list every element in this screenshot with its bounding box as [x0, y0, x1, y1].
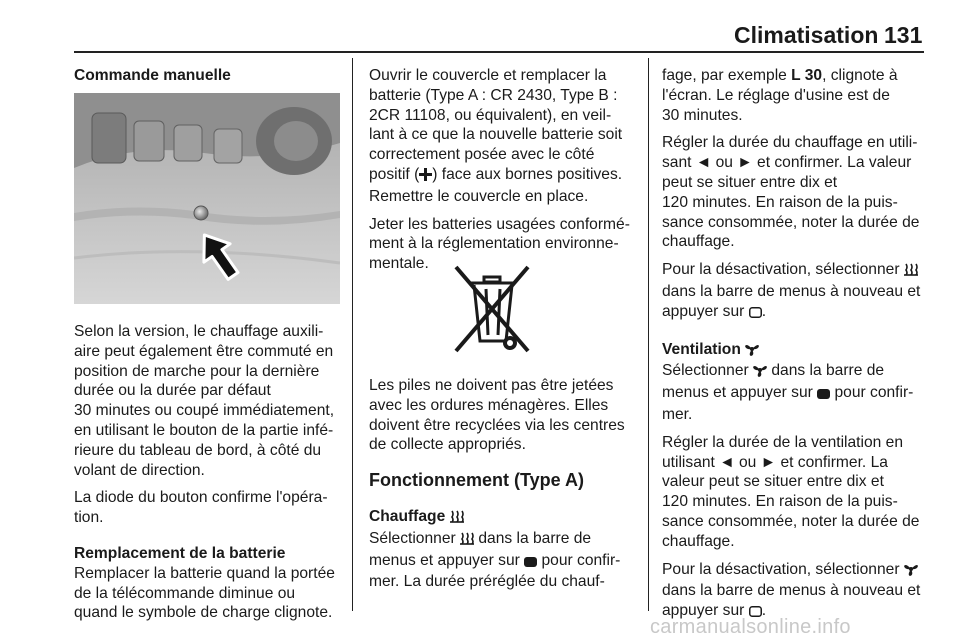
text-line: 2CR 11108, ou équivalent), en veil- [369, 106, 612, 124]
dashboard-photo [74, 93, 340, 304]
spacer [662, 425, 954, 433]
text-line: avec les ordures ménagères. Elles [369, 396, 609, 414]
left-arrow-icon: ◄ [719, 453, 735, 471]
text-line [662, 453, 954, 473]
text-fragment: fage, par exemple [662, 67, 792, 84]
text-line: valeur peut se situer entre dix et [662, 473, 884, 491]
dashboard-button-image [74, 93, 340, 304]
text-line: correctement posée avec le côté [369, 146, 595, 164]
outline-button-icon [749, 304, 762, 324]
spacer [74, 480, 346, 488]
column-2 [369, 66, 641, 274]
chapter-title: Climatisation [734, 22, 879, 48]
text-fragment: Sélectionner [369, 529, 461, 547]
text-line: en utilisant le bouton de la partie infé- [74, 421, 334, 439]
text-line: dans la barre de menus à nouveau et [662, 582, 921, 600]
paragraph [662, 361, 954, 424]
filled-button-icon [524, 553, 537, 573]
text-fragment: appuyer sur [662, 602, 749, 620]
text-line: volant de direction. [74, 461, 205, 479]
text-line: rieure du tableau de bord, à côté du [74, 441, 322, 459]
spacer [369, 491, 641, 507]
crossed-bin-icon [450, 261, 534, 359]
spacer [662, 552, 954, 560]
spacer [369, 455, 641, 471]
paragraph [74, 488, 346, 528]
section-heading: Commande manuelle [74, 67, 231, 84]
spacer [662, 125, 954, 133]
text-line: dans la barre de menus à nouveau et [662, 282, 921, 300]
text-fragment: Sélectionner [662, 362, 754, 380]
text-fragment: ou [711, 154, 738, 172]
text-line: tion. [74, 509, 104, 527]
paragraph [662, 133, 954, 252]
text-fragment: Pour la désactivation, sélectionner [662, 261, 904, 279]
column-2-body [369, 376, 641, 592]
text-line: mer. La durée préréglée du chauf- [369, 573, 605, 591]
heating-icon [460, 531, 474, 551]
text-line: sance consommée, noter la durée de [662, 512, 920, 530]
text-fragment: utilisant [662, 453, 720, 471]
text-fragment: menus et appuyer sur [369, 551, 525, 569]
text-line [369, 165, 641, 187]
text-fragment: pour confir- [830, 384, 914, 402]
text-line: Ouvrir le couvercle et remplacer la [369, 67, 607, 84]
text-line [662, 153, 954, 173]
text-line: 120 minutes. En raison de la puis- [662, 493, 898, 511]
text-fragment: menus et appuyer sur [662, 384, 818, 402]
text-fragment: . [761, 602, 767, 620]
text-line [662, 260, 954, 282]
paragraph [662, 433, 954, 552]
text-fragment: dans la barre de [474, 529, 592, 547]
text-line: Jeter les batteries usagées conformé- [369, 215, 630, 233]
paragraph [662, 66, 954, 125]
text-line [662, 560, 954, 582]
text-line: de la télécommande diminue ou [74, 584, 296, 602]
sub-heading [662, 340, 954, 362]
text-line: Selon la version, le chauffage auxili- [74, 323, 324, 340]
spacer [369, 207, 641, 215]
text-line: Régler la durée du chauffage en utili- [662, 134, 918, 152]
text-line: sance consommée, noter la durée de [662, 213, 920, 231]
heating-icon [450, 509, 464, 529]
right-arrow-icon: ► [760, 453, 777, 471]
fan-icon [745, 342, 759, 362]
section-title: Fonctionnement (Type A) [369, 470, 584, 491]
left-arrow-icon: ◄ [695, 154, 712, 172]
paragraph [662, 560, 954, 623]
text-line: Les piles ne doivent pas être jetées [369, 377, 614, 394]
text-fragment: ) face aux bornes positives. [432, 165, 623, 183]
text-line: aire peut également être commuté en [74, 342, 334, 360]
text-line: mentale. [369, 255, 429, 273]
text-line: ment à la réglementation environne- [369, 235, 619, 253]
text-line [369, 529, 641, 551]
sub-heading [369, 507, 641, 529]
column-divider [648, 58, 649, 611]
spacer [662, 324, 954, 340]
sub-heading-label: Chauffage [369, 507, 446, 525]
heating-icon [904, 262, 918, 282]
watermark: carmanualsonline.info [650, 616, 851, 638]
fan-icon [753, 363, 767, 383]
text-line: Remplacer la batterie quand la portée [74, 564, 335, 582]
paragraph [369, 66, 641, 207]
text-line [662, 361, 954, 383]
text-fragment: et confirmer. La [776, 453, 888, 471]
text-fragment: ou [734, 453, 761, 471]
text-line: batterie (Type A : CR 2430, Type B : [369, 86, 618, 104]
column-1-body [74, 322, 346, 623]
text-line: peut se situer entre dix et [662, 173, 838, 191]
text-line [662, 66, 954, 86]
text-line: 30 minutes ou coupé immédiatement, [74, 402, 335, 420]
column-1 [74, 66, 346, 86]
text-line: de collecte appropriés. [369, 436, 526, 454]
text-fragment: dans la barre de [767, 362, 885, 380]
text-line: l'écran. Le réglage d'usine est de [662, 86, 890, 104]
column-3 [662, 66, 954, 623]
plus-icon [419, 167, 432, 187]
text-fragment: , clignote à [822, 67, 898, 84]
column-divider [352, 58, 353, 611]
paragraph [74, 322, 346, 480]
fan-icon [904, 562, 918, 582]
text-line: position de marche pour la dernière [74, 362, 320, 380]
text-line: durée ou la durée par défaut [74, 382, 271, 400]
text-line [369, 551, 641, 573]
paragraph [662, 260, 954, 323]
text-line: quand le symbole de charge clignote. [74, 604, 333, 622]
text-fragment: . [761, 302, 767, 320]
text-line: La diode du bouton confirme l'opéra- [74, 489, 328, 507]
text-line: Remettre le couvercle en place. [369, 187, 589, 205]
spacer [662, 252, 954, 260]
text-line: mer. [662, 405, 693, 423]
sub-heading-label: Ventilation [662, 340, 741, 358]
text-fragment: appuyer sur [662, 302, 749, 320]
paragraph [74, 564, 346, 623]
header-rule [74, 51, 924, 53]
text-fragment: pour confir- [537, 551, 621, 569]
right-arrow-icon: ► [737, 154, 753, 172]
display-value: L 30 [791, 67, 823, 84]
text-line: Régler la durée de la ventilation en [662, 433, 903, 451]
paragraph [369, 529, 641, 592]
text-fragment: positif ( [369, 165, 420, 183]
text-line: 30 minutes. [662, 106, 743, 124]
section-heading: Remplacement de la batterie [74, 544, 286, 562]
filled-button-icon [817, 385, 830, 405]
paragraph [369, 376, 641, 455]
text-fragment: sant [662, 154, 696, 172]
page-number: 131 [884, 22, 923, 48]
text-line: 120 minutes. En raison de la puis- [662, 193, 898, 211]
text-fragment: Pour la désactivation, sélectionner [662, 560, 904, 578]
text-line: lant à ce que la nouvelle batterie soit [369, 126, 623, 144]
text-line [662, 383, 954, 405]
text-line: chauffage. [662, 233, 735, 251]
text-line [662, 302, 954, 324]
spacer [74, 528, 346, 544]
text-fragment: et confirmer. La valeur [752, 154, 912, 172]
text-line: chauffage. [662, 532, 735, 550]
text-line: doivent être recyclées via les centres [369, 416, 625, 434]
